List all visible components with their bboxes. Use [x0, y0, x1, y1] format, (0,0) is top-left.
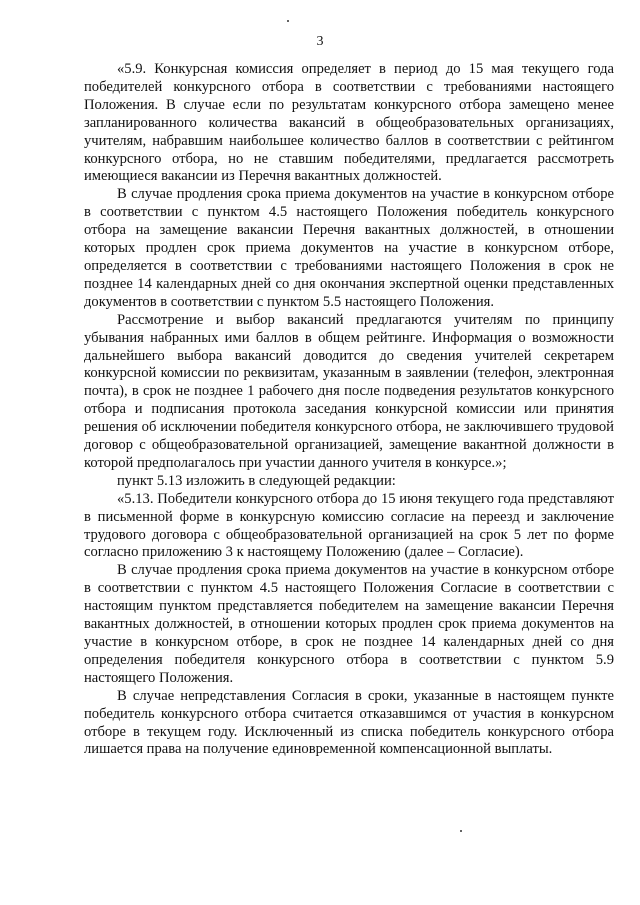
paragraph-5-13: «5.13. Победители конкурсного отбора до 15 июня текущего года представляют в письменной форме в конкурсную комиссию согласие на переезд и заключение трудового договора с общеобразовательной организацией на срок 5 лет по форме согласно приложению 3 к настоящему Положению (далее – Согласие).: [84, 490, 614, 561]
page-number: 3: [316, 34, 324, 49]
paragraph-vacancy-selection: Рассмотрение и выбор вакансий предлагаются учителям по принципу убывания набранных ими баллов в общем рейтинге. Информация о возможности дальнейшего выбора вакансий доводится до сведения учителей секретарем конкурсной комиссии по реквизитам, указанным в заявлении (телефон, электронная почта), в срок не позднее 1 рабочего дня после подведения результатов конкурсного отбора и подписания протокола заседания конкурсной комиссии или принятия решения об исключении победителя конкурсного отбора, не заключившего трудовой договор с общеобразовательной организацией, замещение вакантной должности в которой предполагалось при участии данного учителя в конкурсе.»;: [84, 311, 614, 471]
paragraph-extension-consent: В случае продления срока приема документов на участие в конкурсном отборе в соответствии с пунктом 4.5 настоящего Положения Согласие в соответствии с настоящим пунктом представляется победителем на замещение вакансии Перечня вакантных должностей, в отношении которых продлен срок приема документов на участие в конкурсном отборе, в срок не позднее 14 календарных дней со дня определения победителя конкурсного отбора в соответствии с пунктом 5.9 настоящего Положения.: [84, 562, 614, 686]
paragraph-5-9: «5.9. Конкурсная комиссия определяет в период до 15 мая текущего года победителей конкурсного отбора в соответствии с требованиями настоящего Положения. В случае если по результатам конкурсного отбора замещено менее запланированного количества вакансий в общеобразовательных организациях, учителям, набравшим наибольшее количество баллов в соответствии с рейтингом конкурсного отбора, но не ставшим победителями, предлагается рассмотреть имеющиеся вакансии из Перечня вакантных должностей.: [84, 61, 614, 185]
scan-speck: [460, 830, 462, 832]
paragraph-amendment-5-13: пункт 5.13 изложить в следующей редакции:: [117, 472, 396, 489]
scan-speck: [287, 20, 289, 22]
paragraph-extension-winner: В случае продления срока приема документов на участие в конкурсном отборе в соответствии с пунктом 4.5 настоящего Положения победитель конкурсного отбора на замещение вакансии Перечня вакантных должностей, в отношении которых продлен срок приема документов на участие в конкурсном отборе, определяется в соответствии с требованиями настоящего Положения в срок не позднее 14 календарных дней со дня окончания экспертной оценки представленных документов в соответствии с пунктом 5.5 настоящего Положения.: [84, 186, 614, 310]
paragraph-non-submission: В случае непредставления Согласия в сроки, указанные в настоящем пункте победитель конкурсного отбора считается отказавшимся от участия в конкурсном отборе в текущем году. Исключенный из списка победитель конкурсного отбора лишается права на получение единовременной компенсационной выплаты.: [84, 687, 614, 758]
document-body: [84, 61, 614, 759]
